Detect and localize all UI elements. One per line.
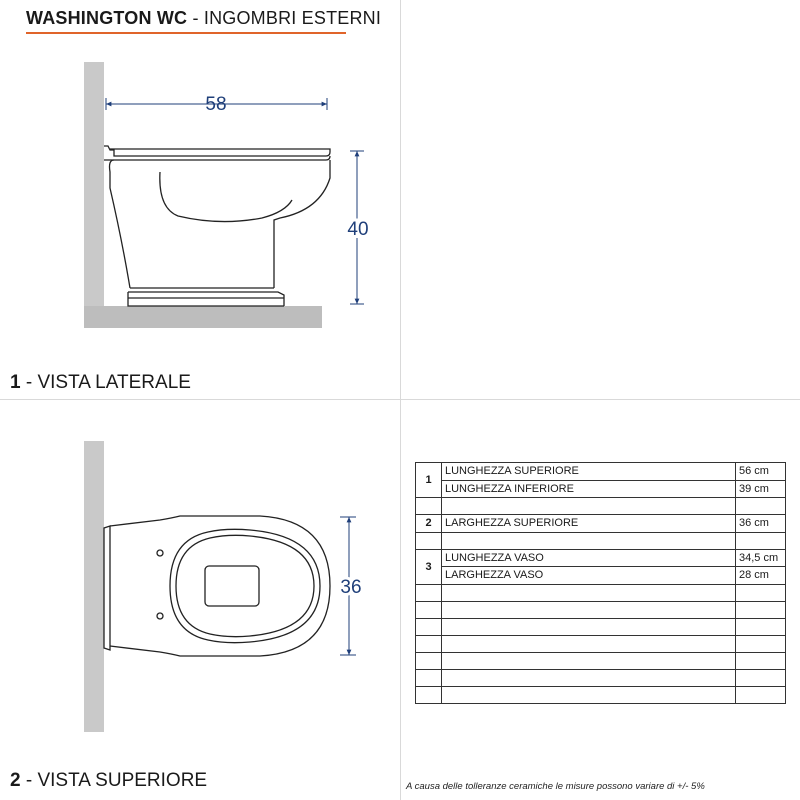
spec-label: LARGHEZZA VASO	[442, 567, 736, 585]
title-subtitle: - INGOMBRI ESTERNI	[187, 8, 382, 28]
spec-value: 28 cm	[736, 567, 786, 585]
spec-value: 34,5 cm	[736, 549, 786, 567]
table-row	[416, 669, 786, 686]
table-row	[416, 515, 786, 533]
side-floor	[84, 306, 322, 328]
group-number: 2	[416, 515, 442, 533]
table-row	[416, 584, 786, 601]
side-width-label: 58	[205, 94, 227, 115]
table-row	[416, 498, 786, 515]
spec-value: 39 cm	[736, 480, 786, 498]
table-row	[416, 686, 786, 703]
side-view-label: 1 - VISTA LATERALE	[10, 372, 191, 393]
spec-value: 56 cm	[736, 463, 786, 481]
product-name: WASHINGTON WC	[26, 8, 188, 28]
spec-value: 36 cm	[736, 515, 786, 533]
toilet-top-outline	[104, 516, 330, 656]
specs-table	[415, 462, 786, 704]
group-number: 3	[416, 549, 442, 584]
top-view-label: 2 - VISTA SUPERIORE	[10, 770, 208, 791]
spec-label: LARGHEZZA SUPERIORE	[442, 515, 736, 533]
side-view	[84, 62, 369, 328]
top-width-label: 36	[340, 577, 362, 598]
top-wall	[84, 441, 104, 732]
spec-label: LUNGHEZZA INFERIORE	[442, 480, 736, 498]
spec-label: LUNGHEZZA VASO	[442, 549, 736, 567]
table-row	[416, 532, 786, 549]
table-row	[416, 463, 786, 481]
table-row	[416, 618, 786, 635]
side-height-label: 40	[347, 219, 369, 240]
table-row	[416, 601, 786, 618]
footnote: A causa delle tolleranze ceramiche le misure possono variare di +/- 5%	[406, 781, 705, 792]
top-view	[84, 441, 362, 732]
table-row	[416, 635, 786, 652]
group-number: 1	[416, 463, 442, 498]
toilet-side-profile	[104, 146, 330, 306]
table-row	[416, 480, 786, 498]
spec-label: LUNGHEZZA SUPERIORE	[442, 463, 736, 481]
table-row	[416, 549, 786, 567]
table-row	[416, 567, 786, 585]
table-row	[416, 652, 786, 669]
side-wall	[84, 62, 104, 328]
